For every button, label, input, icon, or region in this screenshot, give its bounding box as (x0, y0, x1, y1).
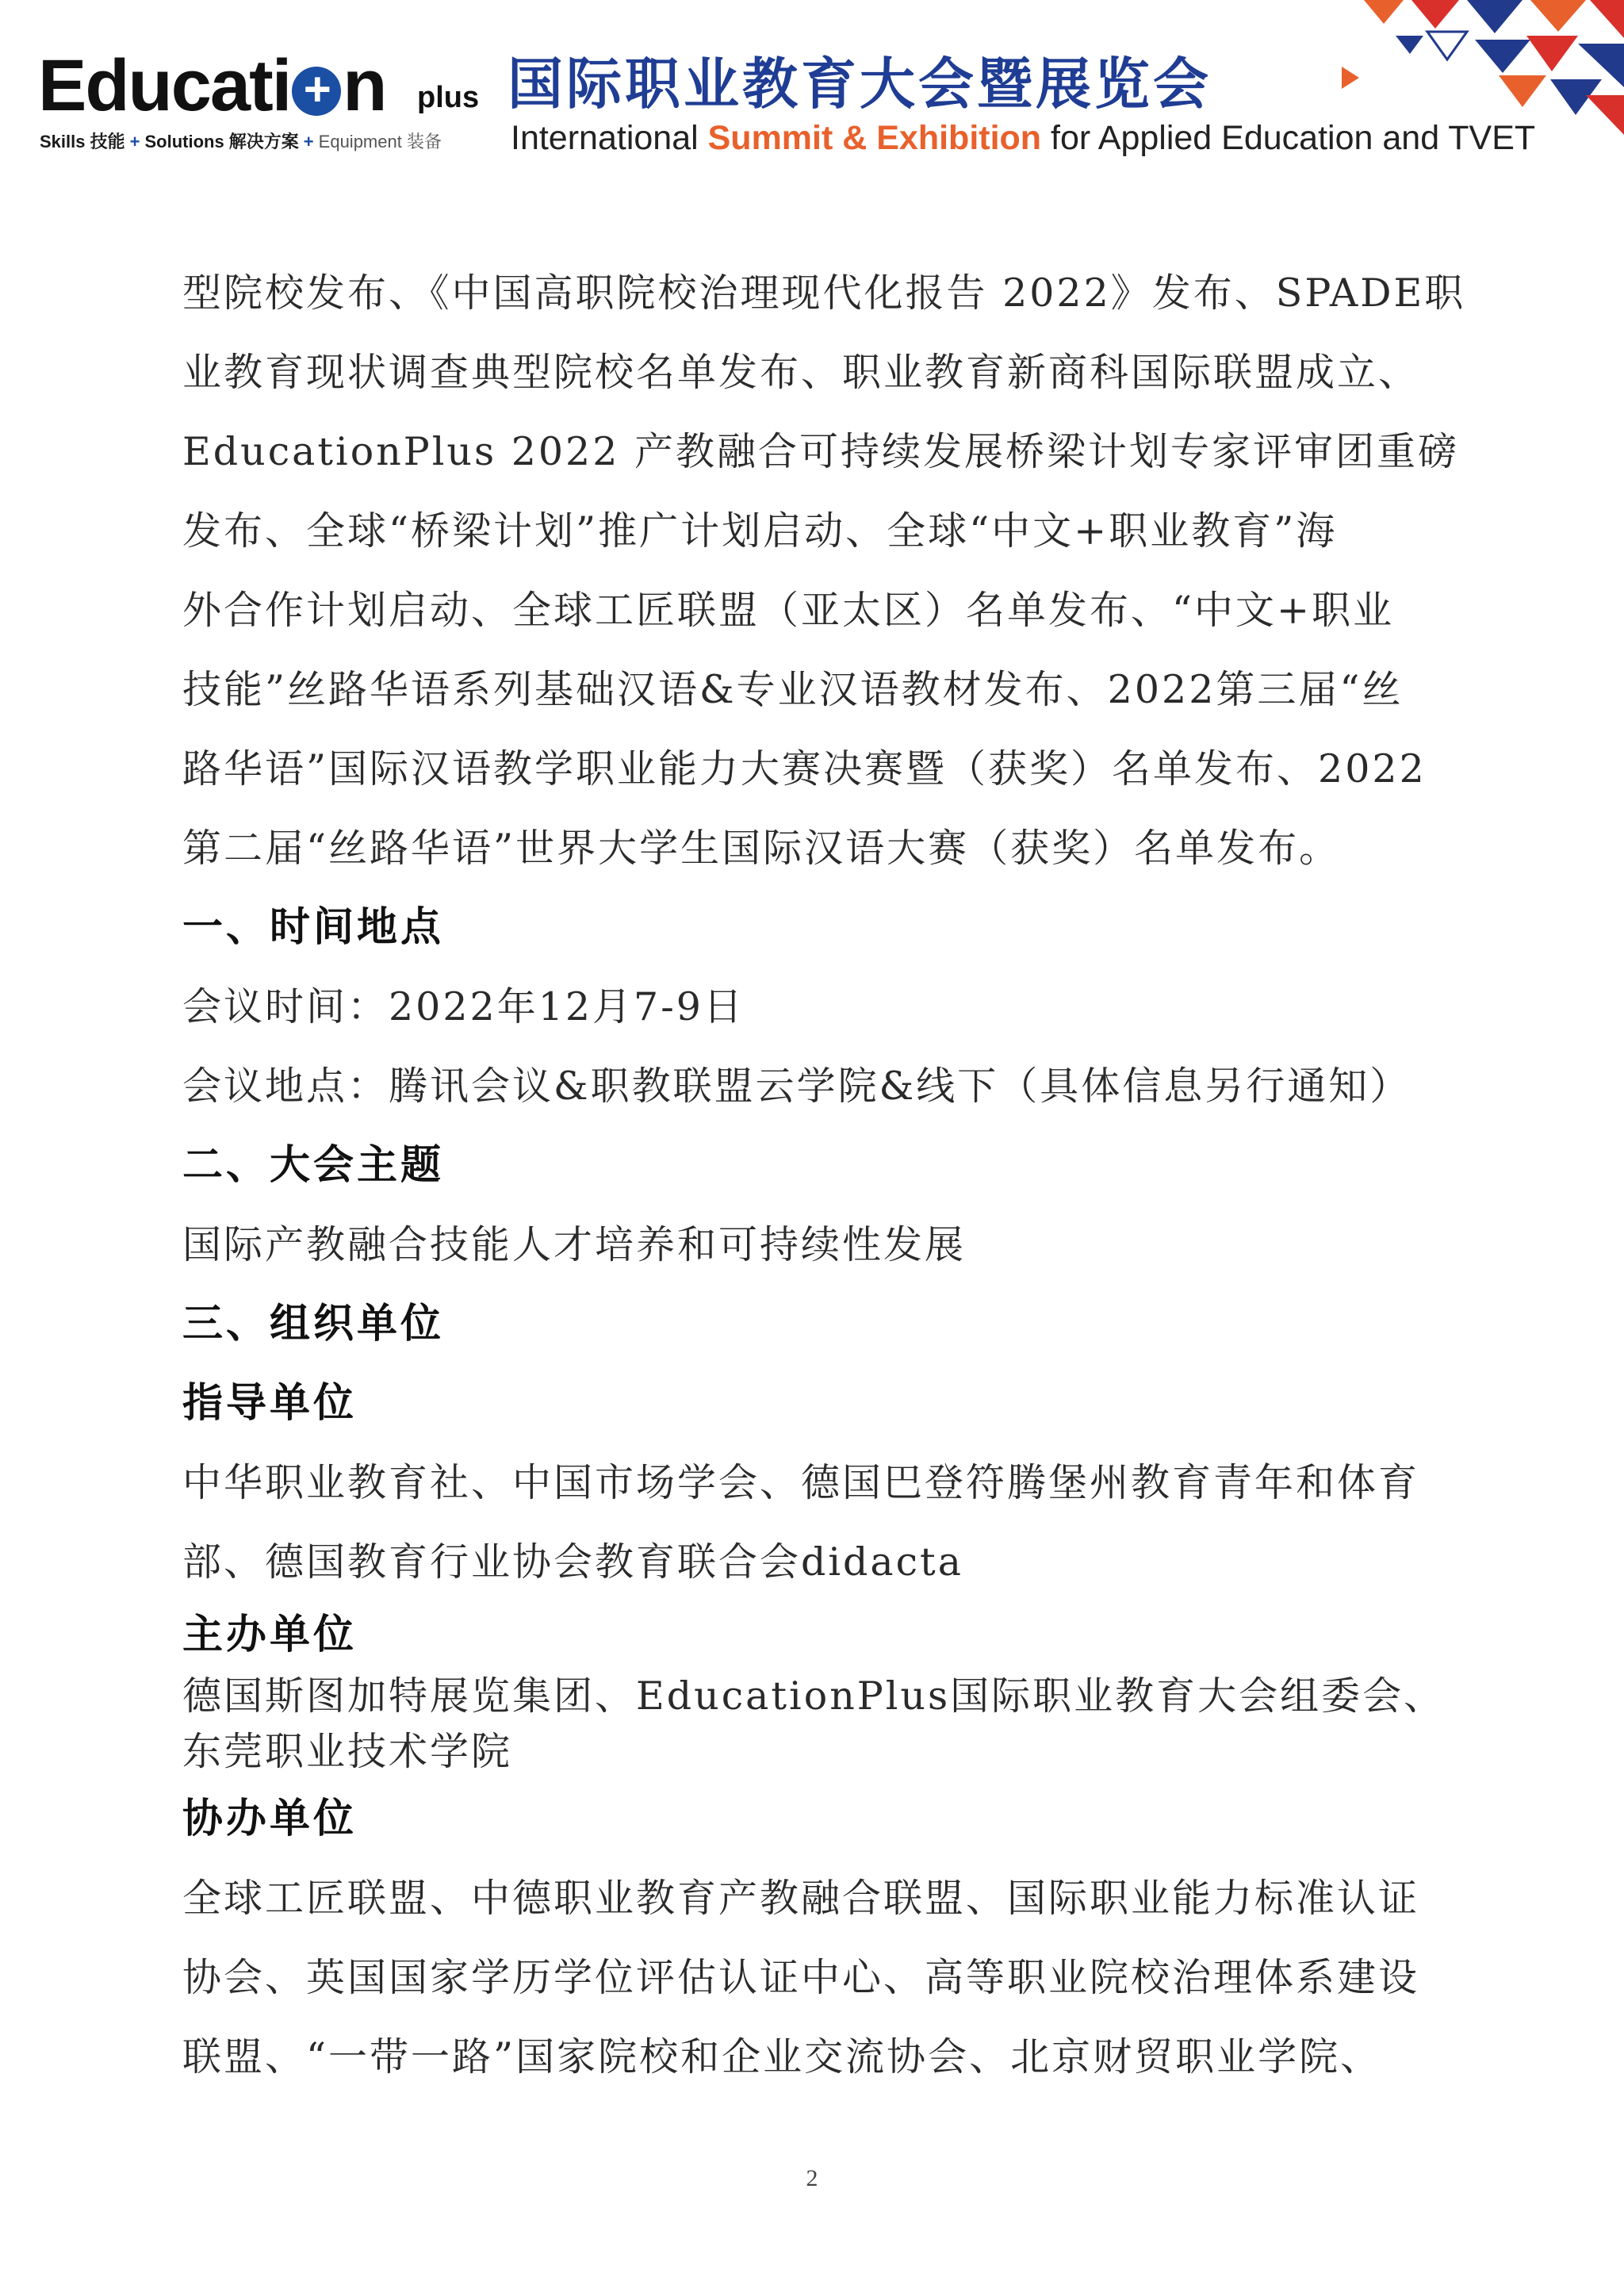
host-units-line: 东莞职业技术学院 (182, 1729, 513, 1774)
logo-plus-word: plus (417, 81, 480, 114)
section-heading-time-location: 一、时间地点 (182, 904, 445, 951)
intro-line: 外合作计划启动、全球工匠联盟（亚太区）名单发布、“中文+职业 (182, 588, 1395, 633)
education-plus-logo (38, 45, 498, 159)
deco-shape (1530, 0, 1586, 32)
logo-tagline (40, 128, 442, 153)
intro-line: 发布、全球“桥梁计划”推广计划启动、全球“中文+职业教育”海 (182, 508, 1338, 554)
title-en-accent: Summit & Exhibition (707, 119, 1042, 157)
guiding-units-line: 中华职业教育社、中国市场学会、德国巴登符腾堡州教育青年和体育 (182, 1460, 1420, 1505)
page-number: 2 (806, 2165, 818, 2191)
section-heading-organizers: 三、组织单位 (182, 1301, 445, 1347)
document-body (182, 254, 1491, 2097)
subheading-co-organizers: 协办单位 (182, 1796, 358, 1842)
subheading-guiding-units: 指导单位 (182, 1380, 358, 1427)
deco-shape (1499, 75, 1546, 107)
meeting-place: 会议地点：腾讯会议&职教联盟云学院&线下（具体信息另行通知） (182, 1064, 1411, 1109)
deco-shape (1586, 95, 1624, 135)
event-title-chinese: 国际职业教育大会暨展览会 (508, 52, 1212, 117)
co-organizers-line: 全球工匠联盟、中德职业教育产教融合联盟、国际职业能力标准认证 (182, 1876, 1420, 1921)
page-header (0, 0, 1624, 182)
tagline-separator: + (129, 132, 140, 151)
intro-line: 业教育现状调查典型院校名单发布、职业教育新商科国际联盟成立、 (182, 350, 1420, 395)
title-en-part1: International (511, 119, 708, 157)
intro-line: 路华语”国际汉语教学职业能力大赛决赛暨（获奖）名单发布、2022 (182, 746, 1427, 792)
logo-word-after: n (343, 45, 386, 126)
conference-theme: 国际产教融合技能人才培养和可持续性发展 (182, 1222, 967, 1267)
guiding-units-line: 部、德国教育行业协会教育联合会didacta (182, 1539, 963, 1585)
section-heading-theme: 二、大会主题 (182, 1142, 445, 1189)
tagline-separator: + (303, 132, 314, 151)
deco-shape (1364, 0, 1404, 24)
deco-shape (1396, 36, 1423, 54)
subheading-host-units: 主办单位 (182, 1612, 358, 1658)
deco-shape (1427, 32, 1467, 59)
title-en-part2: for Applied Education and TVET (1041, 119, 1536, 157)
deco-shape (1411, 0, 1459, 29)
intro-line: 第二届“丝路华语”世界大学生国际汉语大赛（获奖）名单发布。 (182, 826, 1341, 871)
tagline-equipment: Equipment 装备 (318, 132, 442, 151)
logo-wordmark (38, 45, 386, 126)
deco-shape (1526, 36, 1578, 71)
deco-shape (1590, 0, 1624, 38)
tagline-skills: Skills 技能 (40, 132, 125, 151)
tagline-solutions: Solutions 解决方案 (144, 132, 299, 151)
plus-circle-icon: + (292, 67, 341, 116)
co-organizers-line: 协会、英国国家学历学位评估认证中心、高等职业院校治理体系建设 (182, 1955, 1420, 2000)
geometric-pattern-decoration (1348, 0, 1624, 151)
co-organizers-line: 联盟、“一带一路”国家院校和企业交流协会、北京财贸职业学院、 (182, 2034, 1382, 2079)
deco-shape (1467, 0, 1522, 33)
host-units-line: 德国斯图加特展览集团、EducationPlus国际职业教育大会组委会、 (182, 1673, 1446, 1719)
intro-line: 型院校发布、《中国高职院校治理现代化报告 2022》发布、SPADE职 (182, 270, 1466, 316)
deco-shape (1475, 40, 1530, 73)
logo-word-before: Educati (38, 45, 291, 126)
intro-line: EducationPlus 2022 产教融合可持续发展桥梁计划专家评审团重磅 (182, 429, 1459, 474)
intro-line: 技能”丝路华语系列基础汉语&专业汉语教材发布、2022第三届“丝 (182, 667, 1404, 712)
meeting-time: 会议时间：2022年12月7-9日 (182, 984, 745, 1029)
